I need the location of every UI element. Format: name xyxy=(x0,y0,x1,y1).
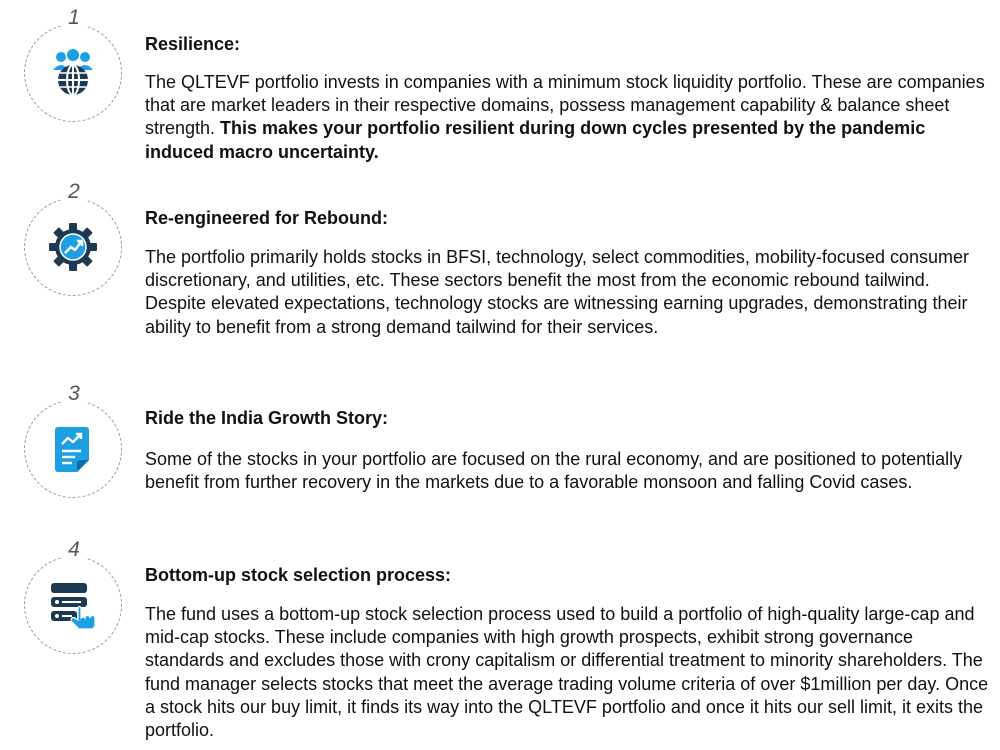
section-title: Ride the India Growth Story: xyxy=(145,408,389,428)
section-body: The fund uses a bottom-up stock selection process used to build a portfolio of high-quality large-cap and mid-cap stocks. These include companies with high growth prospects, exhibit strong governance standards and excludes those with crony capitalism or differential treatment to minority shareholders. The fund manager selects stocks that meet the average trading volume criteria of over $1million per day. Once a stock hits our buy limit, it finds its way into the QLTEVF portfolio and once it hits our sell limit, it exits the portfolio. xyxy=(145,604,989,741)
section-body-text: The QLTEVF portfolio invests in companies with a minimum stock liquidity portfolio. These are companies that are market leaders in their respective domains, possess management capability & balance sheet strength. xyxy=(145,72,985,139)
section-number: 3 xyxy=(62,382,86,406)
section-title: Re-engineered for Rebound: xyxy=(145,208,389,228)
section-badge xyxy=(24,180,124,286)
section-body xyxy=(145,71,990,164)
section-body-emphasis: This makes your portfolio resilient during down cycles presented by the pandemic induced macro uncertainty. xyxy=(145,118,926,162)
section-title: Bottom-up stock selection process: xyxy=(145,565,452,585)
section-badge xyxy=(24,6,124,112)
global-team-icon xyxy=(48,48,98,98)
gear-growth-icon xyxy=(48,222,98,272)
section-body: The portfolio primarily holds stocks in BFSI, technology, select commodities, mobility-focused consumer discretionary, and utilities, etc. These sectors benefit the most from the economic rebound tailwind. Despite elevated expectations, technology stocks are witnessing earning upgrades, demonstrating their ability to benefit from a strong demand tailwind for their services. xyxy=(145,247,969,337)
growth-report-icon xyxy=(48,424,98,474)
section-title: Resilience: xyxy=(145,34,241,54)
section-badge xyxy=(24,382,124,488)
section-number: 2 xyxy=(62,180,86,204)
section-body: Some of the stocks in your portfolio are focused on the rural economy, and are positioned to potentially benefit from further recovery in the markets due to a favorable monsoon and falling Covid cases. xyxy=(145,449,963,493)
section-number: 4 xyxy=(62,538,86,562)
section-number: 1 xyxy=(62,6,86,30)
section-badge xyxy=(24,538,124,644)
server-select-icon xyxy=(48,580,98,630)
